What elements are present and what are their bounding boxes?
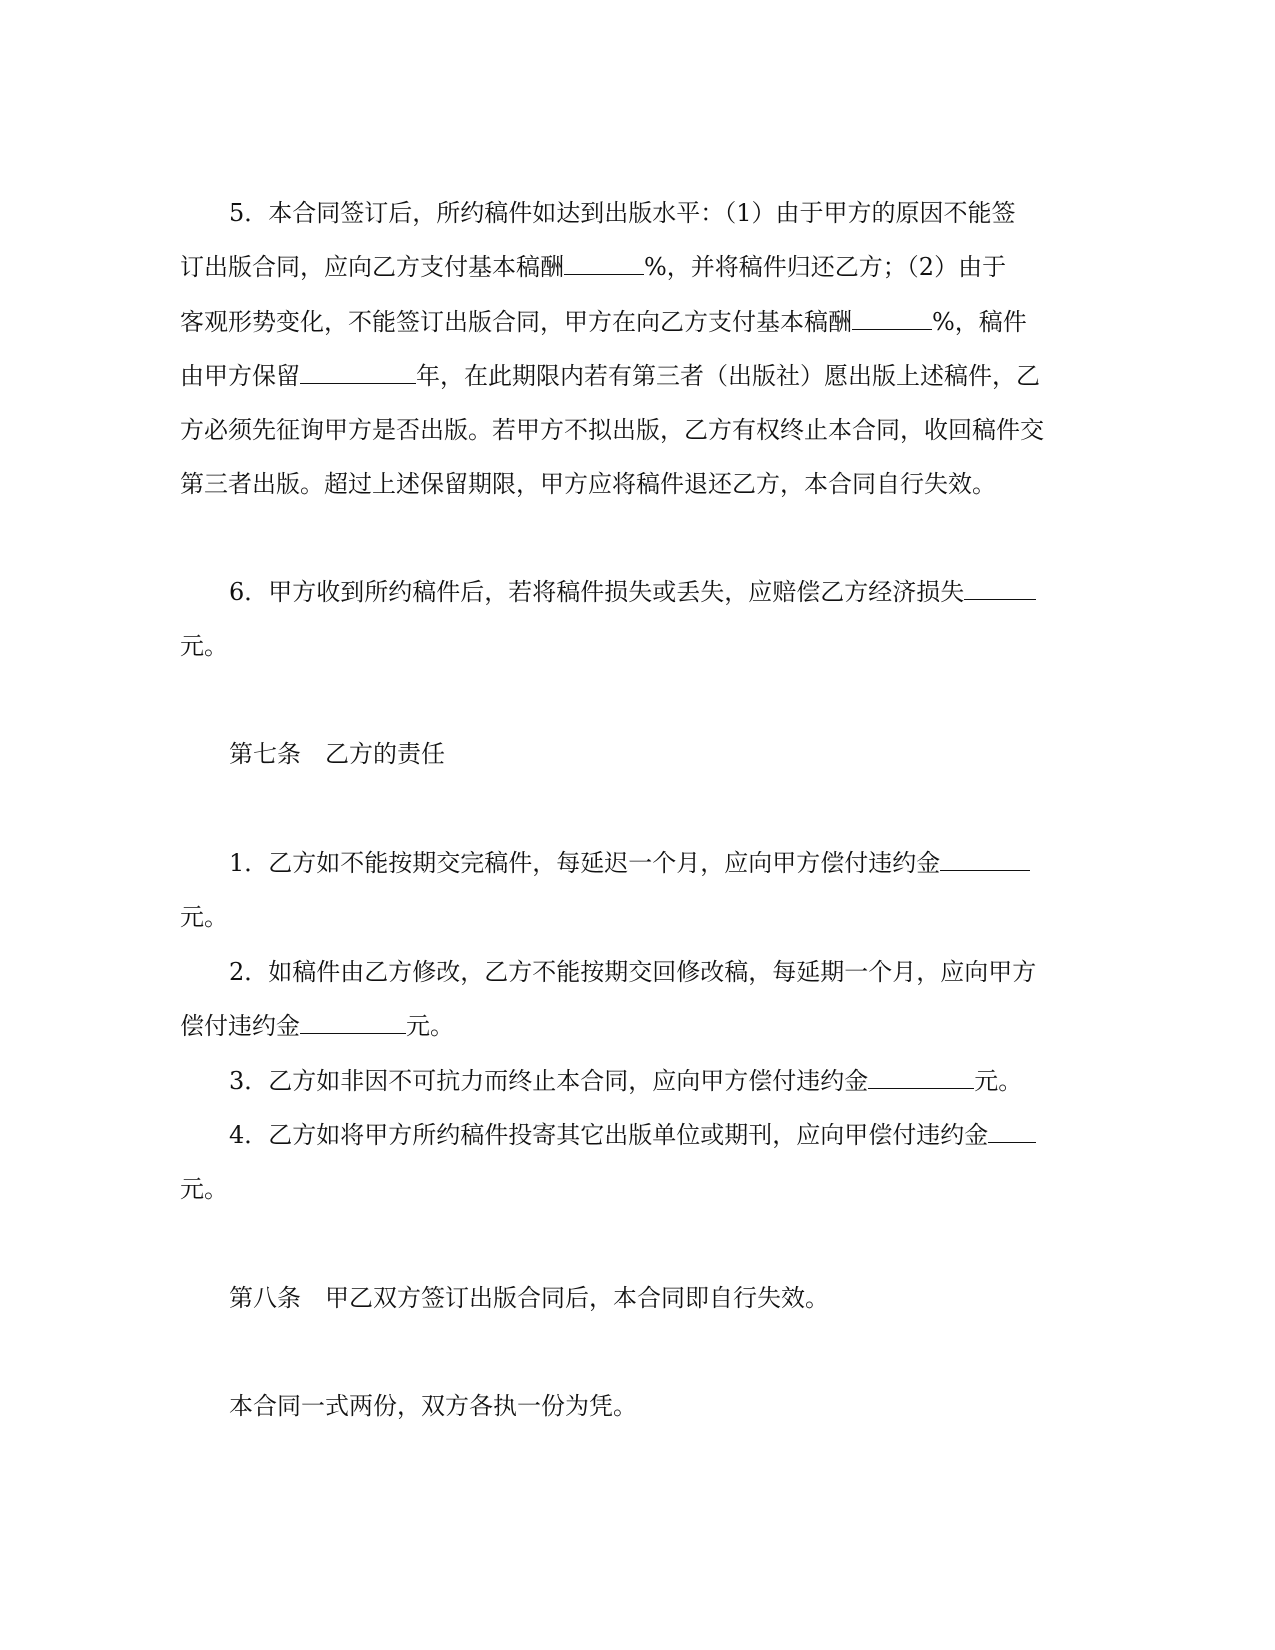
article7-item1-line2: 元。 bbox=[180, 903, 228, 931]
fill-blank bbox=[564, 252, 644, 275]
clause5-line4: 由甲方保留 年，在此期限内若有第三者（出版社）愿出版上述稿件，乙 bbox=[180, 362, 1040, 390]
closing-statement: 本合同一式两份，双方各执一份为凭。 bbox=[229, 1392, 637, 1420]
article7-item1-line1: 1．乙方如不能按期交完稿件，每延迟一个月，应向甲方偿付违约金 bbox=[229, 847, 1030, 879]
clause5-line2: 订出版合同，应向乙方支付基本稿酬 %，并将稿件归还乙方；（2）由于 bbox=[180, 253, 1007, 281]
fill-blank bbox=[300, 1011, 406, 1034]
article7-item2-line2: 偿付违约金 元。 bbox=[180, 1012, 454, 1040]
fill-blank bbox=[868, 1066, 974, 1089]
clause6-line2: 元。 bbox=[180, 632, 228, 660]
article8: 第八条 甲乙双方签订出版合同后，本合同即自行失效。 bbox=[229, 1284, 829, 1312]
article7-item2-line1: 2．如稿件由乙方修改，乙方不能按期交回修改稿，每延期一个月，应向甲方 bbox=[229, 958, 1037, 986]
article7-heading: 第七条 乙方的责任 bbox=[229, 740, 445, 768]
fill-blank bbox=[852, 307, 932, 330]
fill-blank bbox=[964, 577, 1036, 600]
article7-item3: 3．乙方如非因不可抗力而终止本合同，应向甲方偿付违约金 元。 bbox=[229, 1067, 1023, 1095]
fill-blank bbox=[300, 361, 416, 384]
clause5-line6: 第三者出版。超过上述保留期限，甲方应将稿件退还乙方，本合同自行失效。 bbox=[180, 470, 996, 498]
clause5-line5: 方必须先征询甲方是否出版。若甲方不拟出版，乙方有权终止本合同，收回稿件交 bbox=[180, 416, 1044, 444]
clause5-line1: 5．本合同签订后，所约稿件如达到出版水平：（1）由于甲方的原因不能签 bbox=[229, 199, 1016, 227]
article7-item4-line1: 4．乙方如将甲方所约稿件投寄其它出版单位或期刊，应向甲偿付违约金 bbox=[229, 1119, 1036, 1151]
clause6-line1: 6．甲方收到所约稿件后，若将稿件损失或丢失，应赔偿乙方经济损失 bbox=[229, 576, 1036, 608]
clause5-line3: 客观形势变化，不能签订出版合同，甲方在向乙方支付基本稿酬 %，稿件 bbox=[180, 308, 1027, 336]
article7-item4-line2: 元。 bbox=[180, 1175, 228, 1203]
fill-blank bbox=[988, 1120, 1036, 1143]
fill-blank bbox=[940, 848, 1030, 871]
